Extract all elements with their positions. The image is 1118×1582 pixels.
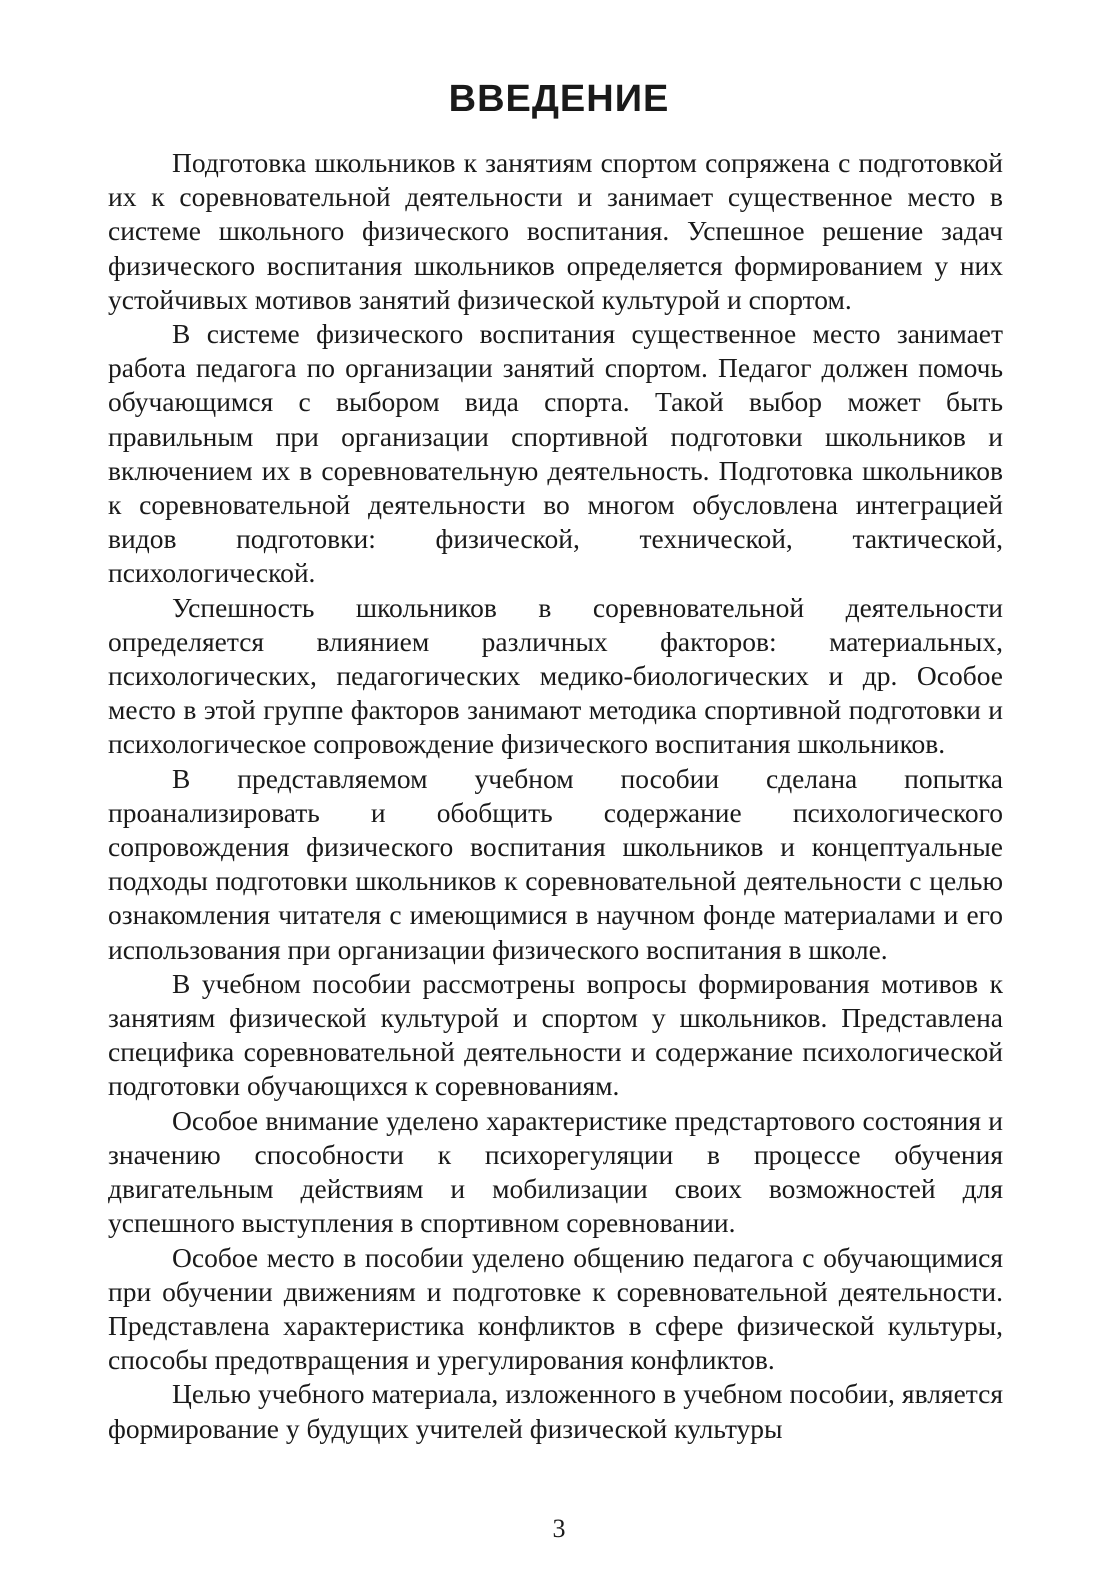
paragraph: Особое место в пособии уделено общению педагога с обучающимися при обучении движениям и подготовке к соревновательной деятельности. Представлена характеристика конфликтов в сфере физической культуры, способы предотвращения и урегулирования конфликтов. (108, 1241, 1003, 1376)
paragraph: Успешность школьников в соревновательной деятельности определяется влиянием различных факторов: материальных, психологических, педагогических медико-биологических и др. Особое место в этой группе факторов занимают методика спортивной подготовки и психологическое сопровождение физического воспитания школьников. (108, 591, 1003, 760)
page-number: 3 (552, 1514, 566, 1543)
body-text (108, 146, 1003, 1446)
paragraph: Подготовка школьников к занятиям спортом сопряжена с подготовкой их к соревновательной деятельности и занимает существенное место в системе школьного физического воспитания. Успешное решение задач физического воспитания школьников определяется формированием у них устойчивых мотивов занятий физической культурой и спортом. (108, 147, 1003, 315)
page-title: ВВЕДЕНИЕ (448, 78, 670, 120)
paragraph: В учебном пособии рассмотрены вопросы формирования мотивов к занятиям физической культурой и спортом у школьников. Представлена специфика соревновательной деятельности и содержание психологической подготовки обучающихся к соревнованиям. (108, 967, 1003, 1102)
paragraph: Особое внимание уделено характеристике предстартового состояния и значению способности к психорегуляции в процессе обучения двигательным действиям и мобилизации своих возможностей для успешного выступления в спортивном соревновании. (108, 1104, 1003, 1239)
paragraph: В системе физического воспитания существенное место занимает работа педагога по организации занятий спортом. Педагог должен помочь обучающимся с выбором вида спорта. Такой выбор может быть правильным при организации спортивной подготовки школьников и включением их в соревновательную деятельность. Подготовка школьников к соревновательной деятельности во многом обусловлена интеграцией видов подготовки: физической, технической, тактической, психологической. (108, 318, 1003, 589)
paragraph: Целью учебного материала, изложенного в учебном пособии, является формирование у будущих учителей физической культуры (108, 1378, 1003, 1444)
paragraph: В представляемом учебном пособии сделана попытка проанализировать и обобщить содержание психологического сопровождения физического воспитания школьников и концептуальные подходы подготовки школьников к соревновательной деятельности с целью ознакомления читателя с имеющимися в научном фонде материалами и его использования при организации физического воспитания в школе. (108, 762, 1003, 965)
